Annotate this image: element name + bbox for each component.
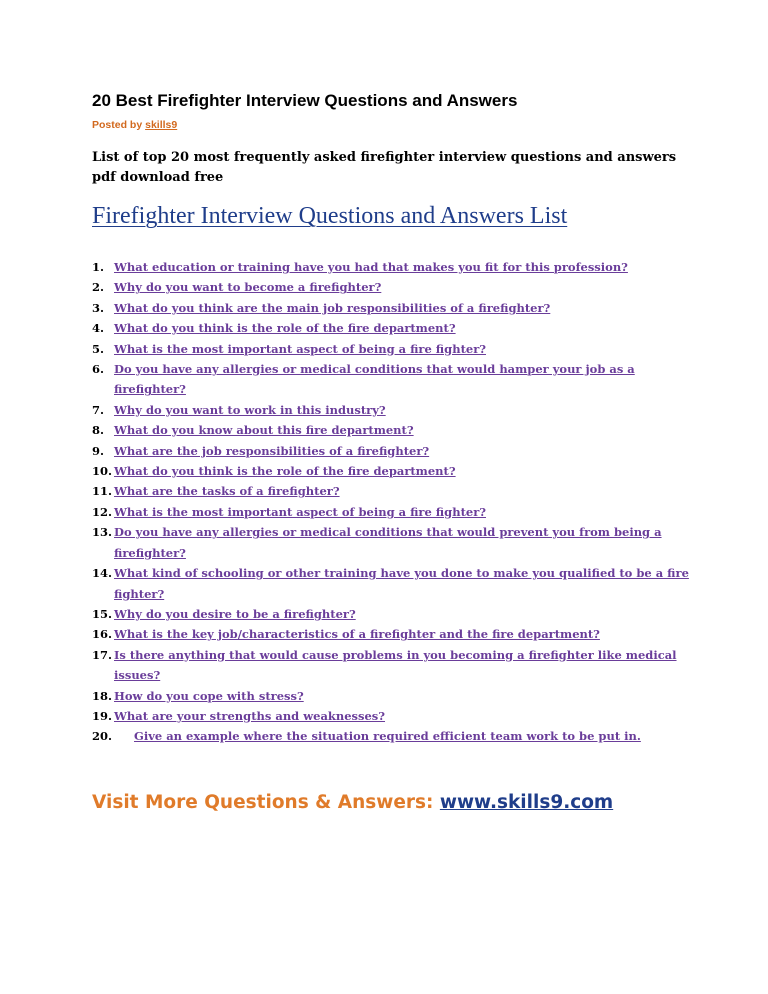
item-number: 13. <box>92 525 113 540</box>
question-link[interactable]: What do you think is the role of the fire department? <box>114 464 456 479</box>
item-number: 8. <box>92 423 105 438</box>
question-link[interactable]: What do you think is the role of the fire department? <box>114 321 456 336</box>
question-link[interactable]: Do you have any allergies or medical conditions that would hamper your job as a firefighter? <box>114 362 635 397</box>
question-link[interactable]: What do you know about this fire department? <box>114 423 414 438</box>
item-number: 17. <box>92 647 113 662</box>
author-link[interactable]: skills9 <box>145 119 178 131</box>
list-heading-text: Firefighter Interview Questions and Answers List <box>92 203 568 229</box>
website-link[interactable]: www.skills9.com <box>439 792 614 813</box>
list-item <box>92 624 692 644</box>
question-link[interactable]: What kind of schooling or other training have you done to make you qualified to be a fire fighter? <box>114 566 689 601</box>
posted-by-label: Posted by <box>92 119 146 131</box>
item-number: 4. <box>92 321 105 336</box>
question-link[interactable]: Why do you want to become a firefighter? <box>114 280 382 295</box>
question-link[interactable]: What is the most important aspect of being a fire fighter? <box>114 504 486 519</box>
item-number: 18. <box>92 688 113 703</box>
list-item <box>92 604 692 624</box>
question-link[interactable]: Do you have any allergies or medical conditions that would prevent you from being a firefighter? <box>114 525 662 560</box>
visit-more-banner <box>92 792 613 813</box>
item-number: 14. <box>92 566 113 581</box>
list-heading <box>92 203 567 230</box>
list-item <box>92 481 692 501</box>
item-number: 7. <box>92 402 105 417</box>
question-list <box>92 257 692 747</box>
list-item <box>92 726 692 746</box>
question-link[interactable]: Give an example where the situation required efficient team work to be put in. <box>134 729 641 744</box>
item-number: 20. <box>92 729 113 744</box>
list-item <box>92 441 692 461</box>
question-link[interactable]: What do you think are the main job responsibilities of a firefighter? <box>114 300 551 315</box>
item-number: 10. <box>92 464 113 479</box>
question-link[interactable]: Is there anything that would cause problems in you becoming a firefighter like medical issues? <box>114 647 677 683</box>
item-number: 9. <box>92 443 105 458</box>
list-item <box>92 318 692 338</box>
question-link[interactable]: What are the job responsibilities of a firefighter? <box>114 443 430 458</box>
question-link[interactable]: What are your strengths and weaknesses? <box>114 708 386 723</box>
list-item <box>92 339 692 359</box>
list-item <box>92 298 692 318</box>
question-link[interactable]: What is the most important aspect of being a fire fighter? <box>114 341 486 356</box>
list-item <box>92 359 692 400</box>
item-number: 3. <box>92 300 105 315</box>
list-item <box>92 522 692 563</box>
item-number: 12. <box>92 504 113 519</box>
list-item <box>92 277 692 297</box>
list-item <box>92 461 692 481</box>
intro-text: List of top 20 most frequently asked firefighter interview questions and answers pdf download free <box>92 150 677 185</box>
question-link[interactable]: Why do you desire to be a firefighter? <box>114 606 356 621</box>
list-item <box>92 686 692 706</box>
item-number: 2. <box>92 280 105 295</box>
item-number: 19. <box>92 708 113 723</box>
item-number: 11. <box>92 484 113 499</box>
question-link[interactable]: How do you cope with stress? <box>114 688 304 703</box>
item-number: 6. <box>92 362 105 377</box>
item-number: 15. <box>92 606 113 621</box>
list-item <box>92 706 692 726</box>
visit-more-label: Visit More Questions & Answers: <box>92 792 440 813</box>
question-link[interactable]: What education or training have you had that makes you fit for this profession? <box>114 260 628 274</box>
page-title: 20 Best Firefighter Interview Questions and Answers <box>92 91 518 110</box>
list-item <box>92 502 692 522</box>
question-link[interactable]: Why do you want to work in this industry? <box>114 402 386 417</box>
list-item <box>92 257 692 277</box>
item-number: 1. <box>92 260 105 274</box>
list-item <box>92 400 692 420</box>
item-number: 16. <box>92 627 113 642</box>
list-item <box>92 645 692 686</box>
item-number: 5. <box>92 341 105 356</box>
question-link[interactable]: What is the key job/characteristics of a firefighter and the fire department? <box>114 627 600 642</box>
list-item <box>92 420 692 440</box>
byline <box>92 119 177 131</box>
question-link[interactable]: What are the tasks of a firefighter? <box>114 484 340 499</box>
list-item <box>92 563 692 604</box>
